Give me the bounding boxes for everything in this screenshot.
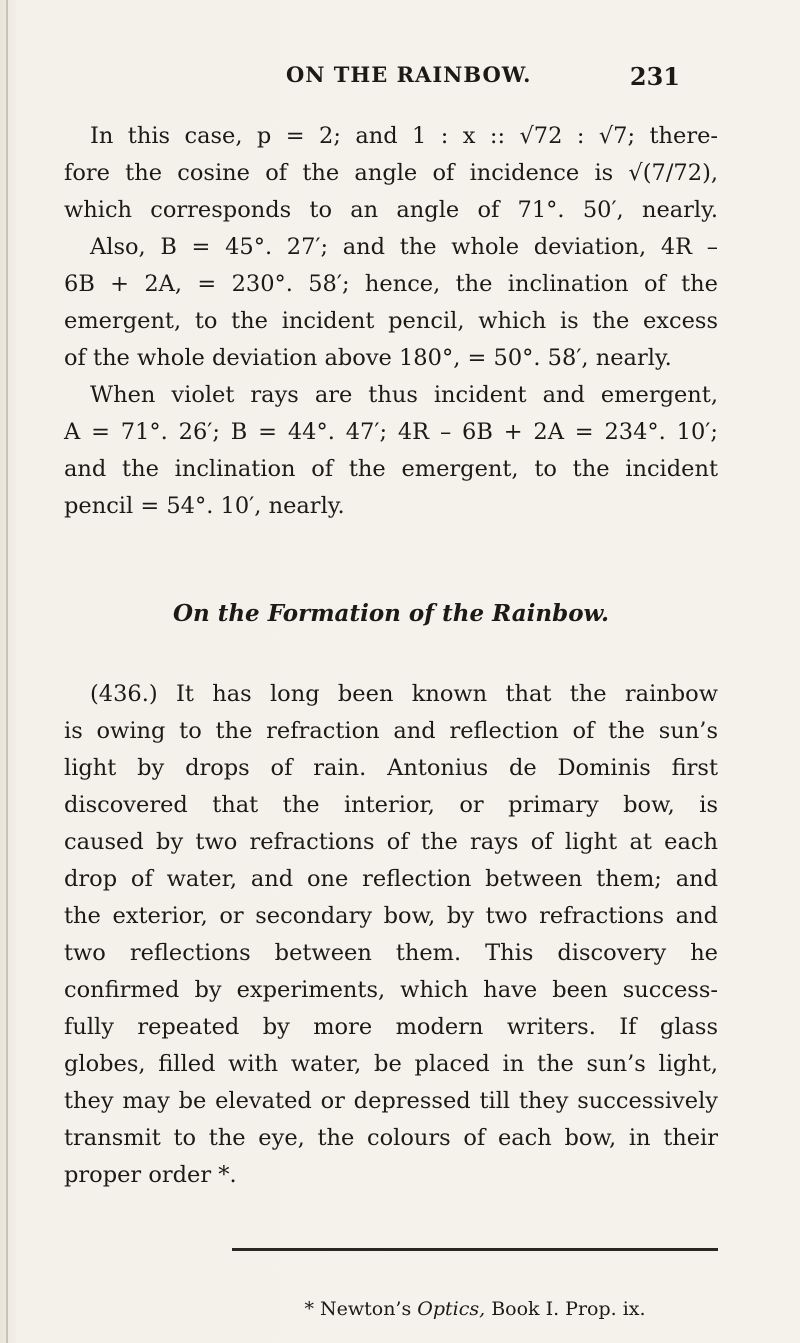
text-line: transmit to the eye, the colours of each bow, in their — [64, 1125, 718, 1151]
paragraph-cosine-calculation — [64, 118, 718, 525]
paragraph-rainbow-formation — [64, 676, 718, 1194]
text-line: confirmed by experiments, which have been success- — [64, 977, 718, 1003]
section-heading: On the Formation of the Rainbow. — [172, 600, 610, 627]
binding-edge — [6, 0, 8, 1343]
footnote — [232, 1298, 718, 1320]
text-line: light by drops of rain. Antonius de Dominis first — [64, 755, 718, 781]
text-line: In this case, p = 2; and 1 : x :: √72 : √7; there- — [90, 123, 718, 149]
footnote-marker: * — [304, 1298, 314, 1320]
text-line: pencil = 54°. 10′, nearly. — [64, 493, 345, 519]
text-line: globes, filled with water, be placed in the sun’s light, — [64, 1051, 718, 1077]
footnote-work: Optics, — [417, 1298, 486, 1320]
text-line: the exterior, or secondary bow, by two refractions and — [64, 903, 718, 929]
footnote-author: Newton’s — [319, 1298, 412, 1320]
page-number: 231 — [629, 62, 680, 91]
text-line: emergent, to the incident pencil, which is the excess — [64, 308, 718, 334]
text-line: they may be elevated or depressed till they successively — [64, 1088, 718, 1114]
footnote-reference: Book I. Prop. ix. — [491, 1298, 646, 1320]
text-line: of the whole deviation above 180°, = 50°. 58′, nearly. — [64, 345, 672, 371]
footnote-rule — [232, 1248, 718, 1251]
text-line: which corresponds to an angle of 71°. 50′, nearly. — [64, 197, 718, 223]
text-line: and the inclination of the emergent, to the incident — [64, 456, 718, 482]
page-header — [120, 62, 680, 96]
text-line: discovered that the interior, or primary bow, is — [64, 792, 718, 818]
text-line: A = 71°. 26′; B = 44°. 47′; 4R – 6B + 2A = 234°. 10′; — [64, 419, 718, 445]
text-line: When violet rays are thus incident and emergent, — [90, 382, 718, 408]
text-line: (436.) It has long been known that the rainbow — [90, 681, 718, 707]
text-line: drop of water, and one reflection between them; and — [64, 866, 718, 892]
text-line: fore the cosine of the angle of incidence is √(7/72), — [64, 160, 718, 186]
text-line: two reflections between them. This discovery he — [64, 940, 718, 966]
text-line: Also, B = 45°. 27′; and the whole deviation, 4R – — [90, 234, 718, 260]
text-line: caused by two refractions of the rays of light at each — [64, 829, 718, 855]
text-line: is owing to the refraction and reflection of the sun’s — [64, 718, 718, 744]
text-line: proper order *. — [64, 1162, 237, 1188]
text-line: 6B + 2A, = 230°. 58′; hence, the inclination of the — [64, 271, 718, 297]
text-line: fully repeated by more modern writers. If glass — [64, 1014, 718, 1040]
running-head: ON THE RAINBOW. — [286, 62, 532, 87]
